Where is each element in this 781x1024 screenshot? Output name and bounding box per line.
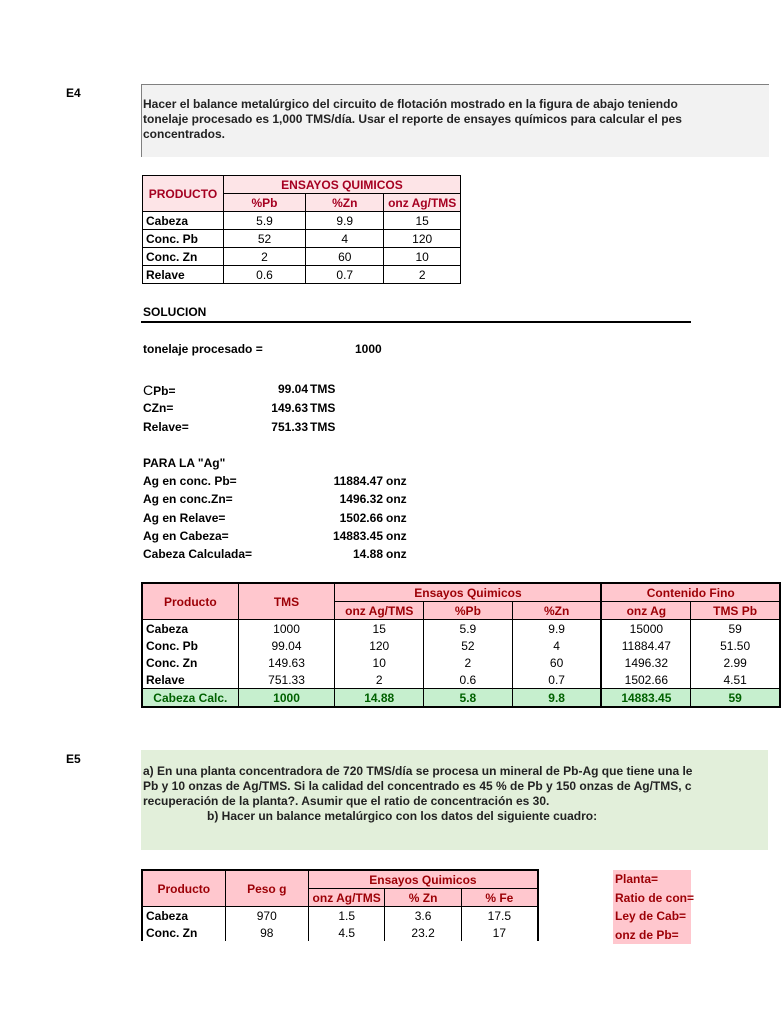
cell: 60 (306, 248, 384, 266)
table-row (143, 230, 461, 248)
header-col: onz Ag/TMS (308, 889, 385, 907)
cell: 2 (223, 248, 305, 266)
e5-table (141, 869, 539, 941)
e5-table-viewport (141, 869, 541, 945)
cell: 2 (424, 654, 513, 671)
cell: Conc. Zn (142, 654, 238, 671)
cell: 17 (461, 924, 538, 941)
result-label-czn: CZn= (143, 401, 174, 415)
balance-table (141, 582, 781, 708)
e5-statement-line: a) En una planta concentradora de 720 TMS/día se procesa un mineral de Pb-Ag que tiene una le (143, 764, 693, 778)
header-col: % Zn (385, 889, 461, 907)
e5-statement-line: recuperación de la planta?. Asumir que el ratio de concentración es 30. (143, 794, 550, 808)
result-unit: TMS (310, 401, 336, 415)
cell: 0.7 (306, 266, 384, 284)
solucion-divider (141, 321, 691, 323)
table-row-calc (142, 689, 780, 708)
result-unit: TMS (310, 420, 336, 434)
header-tms: TMS (238, 583, 335, 620)
ag-unit: onz (386, 529, 407, 543)
ag-label: Ag en conc. Pb= (143, 474, 237, 488)
cell: Relave (143, 266, 224, 284)
ag-heading: PARA LA "Ag" (143, 456, 226, 470)
header-col: % Fe (461, 889, 538, 907)
cell: Conc. Pb (143, 230, 224, 248)
cell: 52 (223, 230, 305, 248)
e5-statement-text (143, 764, 691, 824)
cell: 10 (384, 248, 461, 266)
cell: 120 (335, 637, 424, 654)
header-producto: Producto (142, 583, 238, 620)
cell: 1000 (238, 620, 335, 638)
cell: 60 (512, 654, 601, 671)
cell: Conc. Pb (142, 637, 238, 654)
header-col: onz Ag/TMS (384, 194, 461, 212)
e5-statement-line: b) Hacer un balance metalúrgico con los datos del siguiente cuadro: (207, 809, 598, 823)
cell: 4 (512, 637, 601, 654)
ag-value: 1496.32 (339, 492, 383, 506)
cell: 11884.47 (601, 637, 690, 654)
side-label-onz: onz de Pb= (615, 927, 679, 942)
cell: Relave (142, 671, 238, 689)
ag-value: 11884.47 (333, 474, 383, 488)
cell: 4.5 (308, 924, 385, 941)
cell: 4.51 (691, 671, 780, 689)
cell: 120 (384, 230, 461, 248)
header-col: %Zn (512, 602, 601, 620)
ag-label: Ag en Relave= (143, 511, 226, 525)
solucion-heading: SOLUCION (143, 305, 207, 319)
side-label-planta: Planta= (615, 872, 659, 886)
cell: 1502.66 (601, 671, 690, 689)
result-value: 99.04 (277, 382, 308, 396)
result-unit: TMS (310, 382, 336, 396)
cell: 9.8 (512, 689, 601, 708)
cell: 9.9 (512, 620, 601, 638)
cell: 0.7 (512, 671, 601, 689)
ag-unit: onz (386, 474, 407, 488)
ag-unit: onz (386, 547, 407, 561)
cell: 1000 (238, 689, 335, 708)
result-label-relave: Relave= (143, 420, 189, 434)
e4-statement-line: tonelaje procesado es 1,000 TMS/día. Usar el reporte de ensayes químicos para calcular el pes (143, 112, 682, 126)
table-row (143, 248, 461, 266)
header-col: %Pb (424, 602, 513, 620)
cell: 14.88 (335, 689, 424, 708)
result-value: 149.63 (271, 401, 308, 415)
table-row (143, 266, 461, 284)
cell: 9.9 (306, 212, 384, 230)
header-ensayos: Ensayos Quimicos (335, 583, 602, 602)
e4-statement-line: concentrados. (143, 127, 226, 141)
ag-value: 1502.66 (339, 511, 383, 525)
table-row (142, 671, 780, 689)
header-col: %Zn (306, 194, 384, 212)
cell: 15 (335, 620, 424, 638)
ensayos-table (142, 175, 461, 284)
cell: Conc. Zn (142, 924, 225, 941)
table-row (142, 654, 780, 671)
cell: 5.9 (424, 620, 513, 638)
cell: 14883.45 (601, 689, 690, 708)
cell: 23.2 (385, 924, 461, 941)
ag-value: 14883.45 (332, 529, 383, 543)
cell: 1.5 (308, 907, 385, 925)
cell: 52 (424, 637, 513, 654)
e4-statement-line: Hacer el balance metalúrgico del circuito de flotación mostrado en la figura de abajo teniendo (143, 97, 678, 111)
ag-value: 14.88 (352, 547, 383, 561)
table-row (142, 620, 780, 638)
cell: 149.63 (238, 654, 335, 671)
table-row (142, 924, 538, 941)
header-col: onz Ag (601, 602, 690, 620)
result-value: 751.33 (271, 420, 308, 434)
cell: 5.8 (424, 689, 513, 708)
cell: 15000 (601, 620, 690, 638)
header-col: TMS Pb (691, 602, 780, 620)
header-col: onz Ag/TMS (335, 602, 424, 620)
cell: 0.6 (424, 671, 513, 689)
table-row (142, 907, 538, 925)
header-producto: PRODUCTO (143, 176, 224, 212)
cell: 10 (335, 654, 424, 671)
cell: 51.50 (691, 637, 780, 654)
cell: 0.6 (223, 266, 305, 284)
ag-unit: onz (386, 511, 407, 525)
result-label-cpb: CPb= (143, 382, 176, 398)
table-row (143, 212, 461, 230)
header-contenido: Contenido Fino (601, 583, 780, 602)
cell: 59 (691, 620, 780, 638)
cell: 970 (225, 907, 308, 925)
exercise-label-e4: E4 (66, 86, 81, 100)
cell: 2 (335, 671, 424, 689)
ag-label: Ag en Cabeza= (143, 529, 229, 543)
header-ensayos: ENSAYOS QUIMICOS (223, 176, 460, 194)
cell: 2 (384, 266, 461, 284)
e5-statement-line: Pb y 10 onzas de Ag/TMS. Si la calidad del concentrado es 45 % de Pb y 150 onzas de Ag/TMS, c (143, 779, 692, 793)
side-label-ley: Ley de Cab= (615, 909, 687, 923)
cell: Conc. Zn (143, 248, 224, 266)
exercise-label-e5: E5 (66, 752, 81, 766)
header-producto: Producto (142, 870, 225, 907)
cell: 17.5 (461, 907, 538, 925)
cell: 15 (384, 212, 461, 230)
side-label-ratio: Ratio de con= (615, 890, 695, 905)
cell: Cabeza Calc. (142, 689, 238, 708)
header-peso: Peso g (225, 870, 308, 907)
cell: Cabeza (142, 620, 238, 638)
ag-label: Ag en conc.Zn= (143, 492, 233, 506)
tonelaje-value: 1000 (355, 342, 382, 356)
header-ensayos: Ensayos Quimicos (308, 870, 538, 889)
cell: 99.04 (238, 637, 335, 654)
cell: 5.9 (223, 212, 305, 230)
ag-label: Cabeza Calculada= (143, 547, 253, 561)
tonelaje-label: tonelaje procesado = (143, 342, 263, 356)
cell: Cabeza (143, 212, 224, 230)
cell: 4 (306, 230, 384, 248)
cell: 3.6 (385, 907, 461, 925)
table-row (142, 637, 780, 654)
balance-table-viewport (141, 582, 758, 716)
cell: 59 (691, 689, 780, 708)
cell: 1496.32 (601, 654, 690, 671)
cell: Cabeza (142, 907, 225, 925)
cell: 751.33 (238, 671, 335, 689)
cell: 98 (225, 924, 308, 941)
e4-statement-text (143, 97, 691, 147)
cell: 2.99 (691, 654, 780, 671)
header-col: %Pb (223, 194, 305, 212)
ag-unit: onz (386, 492, 407, 506)
e5-side-panel (613, 870, 695, 944)
